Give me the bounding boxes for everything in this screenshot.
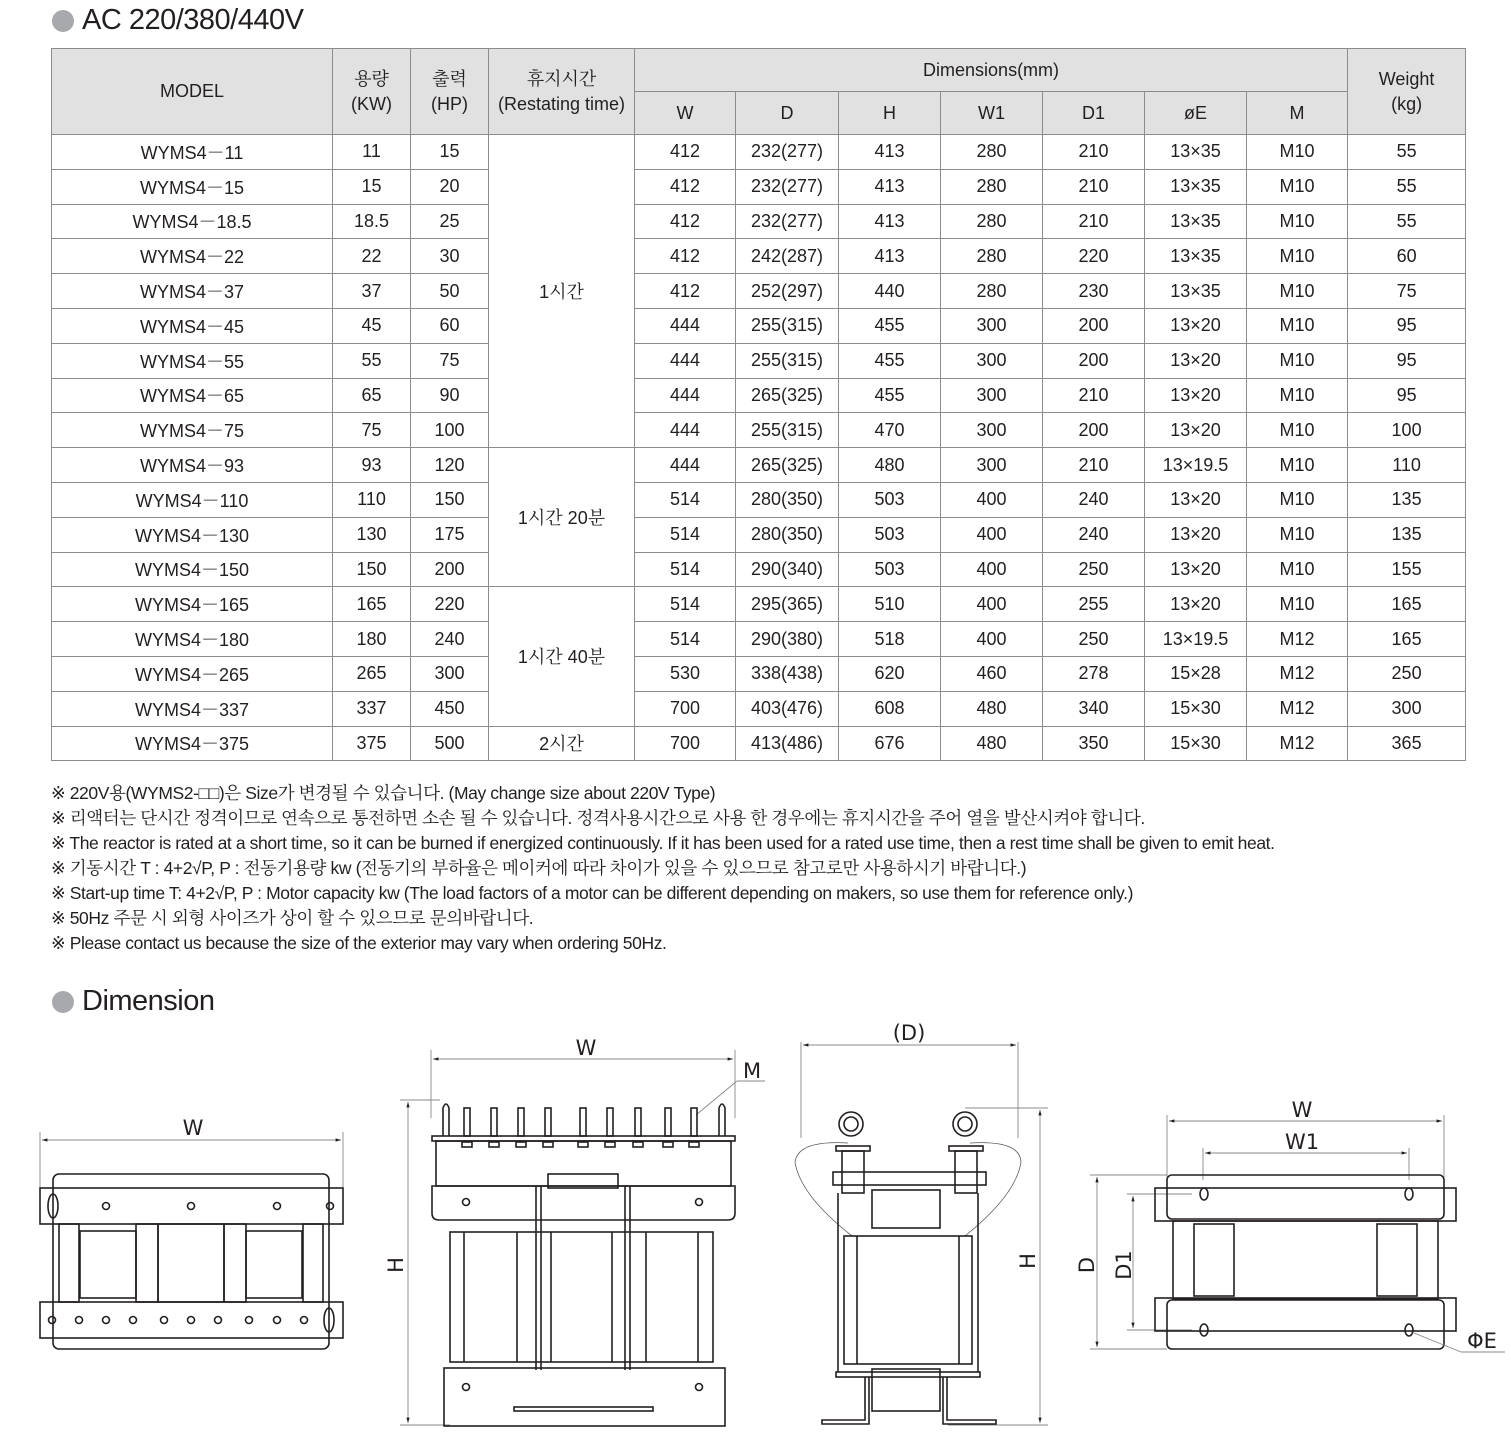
cell-d: 403(476) <box>736 691 839 726</box>
terminal-stud <box>691 1108 697 1136</box>
table-row <box>52 169 1466 204</box>
cell-weight: 135 <box>1348 482 1466 517</box>
cell-capacity-kw: 180 <box>333 622 411 657</box>
cell-model: WYMS4－180 <box>52 622 333 657</box>
terminal-stud <box>491 1108 497 1136</box>
cell-d1: 250 <box>1043 622 1145 657</box>
terminal-nut <box>462 1142 472 1147</box>
cell-weight: 55 <box>1348 169 1466 204</box>
cell-capacity-kw: 337 <box>333 691 411 726</box>
cell-output-hp: 300 <box>411 656 489 691</box>
cell-model: WYMS4－265 <box>52 656 333 691</box>
cell-e: 13×20 <box>1145 343 1247 378</box>
cell-w1: 400 <box>941 587 1043 622</box>
cell-weight: 95 <box>1348 378 1466 413</box>
header-e: øE <box>1145 92 1247 135</box>
cell-capacity-kw: 22 <box>333 239 411 274</box>
cell-e: 13×20 <box>1145 517 1247 552</box>
cell-output-hp: 175 <box>411 517 489 552</box>
cell-e: 13×19.5 <box>1145 622 1247 657</box>
cell-h: 470 <box>839 413 941 448</box>
cell-m: M10 <box>1247 204 1348 239</box>
table-row <box>52 482 1466 517</box>
dimension-drawings <box>0 1015 1511 1445</box>
side-view-drawing <box>795 1021 1048 1425</box>
cell-model: WYMS4－165 <box>52 587 333 622</box>
cell-d1: 250 <box>1043 552 1145 587</box>
cell-d: 413(486) <box>736 726 839 761</box>
cell-model: WYMS4－375 <box>52 726 333 761</box>
cell-weight: 60 <box>1348 239 1466 274</box>
cell-d1: 350 <box>1043 726 1145 761</box>
cell-d1: 220 <box>1043 239 1145 274</box>
cell-h: 413 <box>839 135 941 170</box>
cell-e: 13×35 <box>1145 274 1247 309</box>
cell-w: 412 <box>635 169 736 204</box>
cell-d: 295(365) <box>736 587 839 622</box>
header-weight: Weight (kg) <box>1348 49 1466 135</box>
cell-model: WYMS4－93 <box>52 448 333 483</box>
cell-d1: 255 <box>1043 587 1145 622</box>
table-row <box>52 204 1466 239</box>
cell-capacity-kw: 45 <box>333 308 411 343</box>
spec-table <box>51 48 1466 761</box>
cell-w1: 400 <box>941 482 1043 517</box>
header-h: H <box>839 92 941 135</box>
cell-m: M10 <box>1247 413 1348 448</box>
cell-h: 518 <box>839 622 941 657</box>
lifting-lug <box>443 1104 449 1136</box>
cell-weight: 75 <box>1348 274 1466 309</box>
note-item: ※ 50Hz 주문 시 외형 사이즈가 상이 할 수 있으므로 문의바랍니다. <box>51 908 534 928</box>
table-row <box>52 656 1466 691</box>
terminal-nut <box>543 1142 553 1147</box>
cell-d1: 210 <box>1043 135 1145 170</box>
cell-h: 510 <box>839 587 941 622</box>
cell-capacity-kw: 165 <box>333 587 411 622</box>
cell-w: 444 <box>635 378 736 413</box>
cell-w: 412 <box>635 274 736 309</box>
cell-w: 444 <box>635 343 736 378</box>
table-row <box>52 448 1466 483</box>
cell-w1: 400 <box>941 517 1043 552</box>
top-view-w-label: W <box>182 1116 204 1140</box>
cell-d1: 240 <box>1043 482 1145 517</box>
cell-output-hp: 25 <box>411 204 489 239</box>
cell-h: 413 <box>839 239 941 274</box>
cell-h: 503 <box>839 482 941 517</box>
note-item: ※ The reactor is rated at a short time, so it can be burned if energized continuously. If it has been used for a rated use time, then a rest time shall be given to emit heat. <box>51 833 1275 853</box>
cell-e: 13×35 <box>1145 135 1247 170</box>
cell-d1: 200 <box>1043 343 1145 378</box>
note-item: ※ Start-up time T: 4+2√P, P : Motor capacity kw (The load factors of a motor can be different depending on makers, so use them for reference only.) <box>51 883 1133 903</box>
spec-title-text: AC 220/380/440V <box>82 4 304 36</box>
cell-d: 232(277) <box>736 169 839 204</box>
cell-capacity-kw: 375 <box>333 726 411 761</box>
cell-w1: 460 <box>941 656 1043 691</box>
base-view-drawing <box>1075 1098 1505 1353</box>
note-item: ※ 리액터는 단시간 정격이므로 연속으로 통전하면 소손 될 수 있습니다. 정격사용시간으로 사용 한 경우에는 휴지시간을 주어 열을 발산시켜야 합니다. <box>51 808 1145 828</box>
cell-model: WYMS4－75 <box>52 413 333 448</box>
cell-h: 455 <box>839 378 941 413</box>
cell-model: WYMS4－110 <box>52 482 333 517</box>
cell-rest-time: 1시간 40분 <box>489 587 635 726</box>
cell-weight: 55 <box>1348 204 1466 239</box>
cell-capacity-kw: 265 <box>333 656 411 691</box>
cell-m: M10 <box>1247 135 1348 170</box>
cell-e: 13×35 <box>1145 239 1247 274</box>
cell-e: 13×20 <box>1145 413 1247 448</box>
terminal-nut <box>689 1142 699 1147</box>
cell-output-hp: 75 <box>411 343 489 378</box>
terminal-stud <box>464 1108 470 1136</box>
cell-m: M12 <box>1247 691 1348 726</box>
cell-e: 13×20 <box>1145 378 1247 413</box>
cell-h: 503 <box>839 517 941 552</box>
base-view-e-label: ΦE <box>1467 1329 1497 1353</box>
terminal-stud <box>518 1108 524 1136</box>
cell-output-hp: 15 <box>411 135 489 170</box>
cell-w: 514 <box>635 587 736 622</box>
cell-model: WYMS4－37 <box>52 274 333 309</box>
cell-m: M12 <box>1247 656 1348 691</box>
side-view-h-label: H <box>1016 1253 1040 1269</box>
cell-w1: 300 <box>941 343 1043 378</box>
cell-w: 444 <box>635 308 736 343</box>
terminal-stud <box>665 1108 671 1136</box>
header-capacity: 용량 (KW) <box>333 49 411 135</box>
base-view-w-label: W <box>1291 1098 1313 1122</box>
cell-weight: 250 <box>1348 656 1466 691</box>
cell-w1: 300 <box>941 378 1043 413</box>
cell-capacity-kw: 15 <box>333 169 411 204</box>
cell-w: 530 <box>635 656 736 691</box>
cell-rest-time: 2시간 <box>489 726 635 761</box>
cell-output-hp: 60 <box>411 308 489 343</box>
terminal-nut <box>516 1142 526 1147</box>
cell-d1: 210 <box>1043 169 1145 204</box>
cell-e: 15×30 <box>1145 726 1247 761</box>
cell-capacity-kw: 75 <box>333 413 411 448</box>
cell-weight: 95 <box>1348 308 1466 343</box>
cell-w1: 400 <box>941 552 1043 587</box>
cell-capacity-kw: 18.5 <box>333 204 411 239</box>
cell-model: WYMS4－18.5 <box>52 204 333 239</box>
cell-model: WYMS4－22 <box>52 239 333 274</box>
cell-w1: 480 <box>941 726 1043 761</box>
cell-capacity-kw: 93 <box>333 448 411 483</box>
cell-w: 412 <box>635 204 736 239</box>
cell-h: 676 <box>839 726 941 761</box>
front-view-m-label: M <box>742 1059 762 1083</box>
terminal-stud <box>580 1108 586 1136</box>
header-row-1 <box>52 49 1466 92</box>
cell-d1: 210 <box>1043 448 1145 483</box>
table-row <box>52 552 1466 587</box>
cell-model: WYMS4－45 <box>52 308 333 343</box>
cell-w1: 480 <box>941 691 1043 726</box>
header-output: 출력 (HP) <box>411 49 489 135</box>
cell-m: M10 <box>1247 169 1348 204</box>
cell-output-hp: 90 <box>411 378 489 413</box>
cell-d1: 240 <box>1043 517 1145 552</box>
cell-w: 444 <box>635 448 736 483</box>
cell-e: 15×28 <box>1145 656 1247 691</box>
cell-e: 13×20 <box>1145 482 1247 517</box>
cell-w1: 280 <box>941 169 1043 204</box>
header-dimensions: Dimensions(mm) <box>635 49 1348 92</box>
table-row <box>52 274 1466 309</box>
cell-e: 13×20 <box>1145 552 1247 587</box>
terminal-nut <box>605 1142 615 1147</box>
top-view-drawing <box>40 1116 343 1349</box>
table-row <box>52 726 1466 761</box>
table-row <box>52 413 1466 448</box>
table-row <box>52 239 1466 274</box>
front-view-h-label: H <box>384 1257 408 1273</box>
table-row <box>52 587 1466 622</box>
cell-d1: 340 <box>1043 691 1145 726</box>
cell-d: 232(277) <box>736 135 839 170</box>
cell-model: WYMS4－11 <box>52 135 333 170</box>
cell-d: 338(438) <box>736 656 839 691</box>
cell-d: 255(315) <box>736 413 839 448</box>
dimension-title-text: Dimension <box>82 985 215 1017</box>
header-w1: W1 <box>941 92 1043 135</box>
cell-h: 440 <box>839 274 941 309</box>
cell-m: M10 <box>1247 274 1348 309</box>
cell-w1: 400 <box>941 622 1043 657</box>
cell-model: WYMS4－130 <box>52 517 333 552</box>
cell-output-hp: 450 <box>411 691 489 726</box>
header-m: M <box>1247 92 1348 135</box>
cell-m: M10 <box>1247 482 1348 517</box>
cell-h: 413 <box>839 204 941 239</box>
lifting-lug <box>719 1104 725 1136</box>
note-item: ※ Please contact us because the size of the exterior may vary when ordering 50Hz. <box>51 933 667 953</box>
cell-m: M10 <box>1247 587 1348 622</box>
base-view-w1-label: W1 <box>1284 1130 1320 1154</box>
header-d1: D1 <box>1043 92 1145 135</box>
cell-d: 280(350) <box>736 517 839 552</box>
front-view-w-label: W <box>575 1036 597 1060</box>
cell-rest-time: 1시간 20분 <box>489 448 635 587</box>
bullet-dot-icon <box>52 991 74 1013</box>
table-row <box>52 135 1466 170</box>
table-row <box>52 343 1466 378</box>
cell-w1: 280 <box>941 204 1043 239</box>
cell-d: 280(350) <box>736 482 839 517</box>
header-w: W <box>635 92 736 135</box>
note-item: ※ 기동시간 T : 4+2√P, P : 전동기용량 kw (전동기의 부하율은 메이커에 따라 차이가 있을 수 있으므로 참고로만 사용하시기 바랍니다.) <box>51 858 1027 878</box>
cell-weight: 365 <box>1348 726 1466 761</box>
header-model: MODEL <box>52 49 333 135</box>
cell-output-hp: 20 <box>411 169 489 204</box>
cell-capacity-kw: 150 <box>333 552 411 587</box>
notes-list <box>51 781 1275 956</box>
cell-d1: 210 <box>1043 378 1145 413</box>
cell-weight: 165 <box>1348 587 1466 622</box>
cell-w1: 280 <box>941 274 1043 309</box>
table-row <box>52 517 1466 552</box>
cell-w1: 280 <box>941 135 1043 170</box>
cell-h: 620 <box>839 656 941 691</box>
terminal-nut <box>663 1142 673 1147</box>
cell-model: WYMS4－55 <box>52 343 333 378</box>
bullet-dot-icon <box>52 10 74 32</box>
dimension-section-title <box>52 985 215 1018</box>
cell-w: 700 <box>635 691 736 726</box>
cell-d: 255(315) <box>736 308 839 343</box>
cell-w: 514 <box>635 482 736 517</box>
cell-weight: 110 <box>1348 448 1466 483</box>
cell-h: 608 <box>839 691 941 726</box>
cell-h: 503 <box>839 552 941 587</box>
cell-d: 232(277) <box>736 204 839 239</box>
cell-capacity-kw: 11 <box>333 135 411 170</box>
cell-e: 15×30 <box>1145 691 1247 726</box>
cell-d1: 210 <box>1043 204 1145 239</box>
cell-m: M10 <box>1247 517 1348 552</box>
cell-weight: 135 <box>1348 517 1466 552</box>
cell-m: M12 <box>1247 622 1348 657</box>
cell-d: 242(287) <box>736 239 839 274</box>
spec-section-title <box>52 4 303 37</box>
cell-model: WYMS4－15 <box>52 169 333 204</box>
cell-w1: 300 <box>941 308 1043 343</box>
cell-model: WYMS4－65 <box>52 378 333 413</box>
cell-weight: 95 <box>1348 343 1466 378</box>
cell-e: 13×20 <box>1145 308 1247 343</box>
cell-capacity-kw: 130 <box>333 517 411 552</box>
base-view-d-label: D <box>1075 1256 1099 1274</box>
table-row <box>52 378 1466 413</box>
terminal-nut <box>489 1142 499 1147</box>
cell-w1: 280 <box>941 239 1043 274</box>
cell-capacity-kw: 110 <box>333 482 411 517</box>
cell-m: M10 <box>1247 343 1348 378</box>
cell-weight: 155 <box>1348 552 1466 587</box>
cell-weight: 165 <box>1348 622 1466 657</box>
table-row <box>52 308 1466 343</box>
cell-h: 413 <box>839 169 941 204</box>
cell-model: WYMS4－150 <box>52 552 333 587</box>
note-item: ※ 220V용(WYMS2-□□)은 Size가 변경될 수 있습니다. (May change size about 220V Type) <box>51 783 716 803</box>
header-d: D <box>736 92 839 135</box>
table-row <box>52 622 1466 657</box>
cell-w1: 300 <box>941 413 1043 448</box>
cell-w1: 300 <box>941 448 1043 483</box>
cell-d: 252(297) <box>736 274 839 309</box>
terminal-stud <box>607 1108 613 1136</box>
cell-h: 480 <box>839 448 941 483</box>
cell-e: 13×35 <box>1145 169 1247 204</box>
cell-capacity-kw: 37 <box>333 274 411 309</box>
cell-d1: 230 <box>1043 274 1145 309</box>
cell-model: WYMS4－337 <box>52 691 333 726</box>
cell-e: 13×20 <box>1145 587 1247 622</box>
cell-h: 455 <box>839 308 941 343</box>
cell-d1: 200 <box>1043 413 1145 448</box>
cell-w: 514 <box>635 552 736 587</box>
cell-output-hp: 30 <box>411 239 489 274</box>
front-view-drawing <box>384 1036 765 1426</box>
terminal-stud <box>545 1108 551 1136</box>
cell-d: 265(325) <box>736 378 839 413</box>
cell-w: 514 <box>635 517 736 552</box>
cell-m: M10 <box>1247 552 1348 587</box>
cell-d1: 200 <box>1043 308 1145 343</box>
cell-e: 13×19.5 <box>1145 448 1247 483</box>
terminal-stud <box>635 1108 641 1136</box>
terminal-nut <box>578 1142 588 1147</box>
cell-m: M10 <box>1247 239 1348 274</box>
cell-m: M10 <box>1247 308 1348 343</box>
cell-w: 412 <box>635 239 736 274</box>
cell-d: 290(340) <box>736 552 839 587</box>
cell-capacity-kw: 65 <box>333 378 411 413</box>
cell-capacity-kw: 55 <box>333 343 411 378</box>
cell-d: 255(315) <box>736 343 839 378</box>
header-rest-time: 휴지시간 (Restating time) <box>489 49 635 135</box>
cell-weight: 300 <box>1348 691 1466 726</box>
cell-h: 455 <box>839 343 941 378</box>
cell-w: 444 <box>635 413 736 448</box>
cell-d1: 278 <box>1043 656 1145 691</box>
side-view-d-label: (D) <box>892 1021 926 1045</box>
cell-m: M12 <box>1247 726 1348 761</box>
cell-weight: 100 <box>1348 413 1466 448</box>
cell-rest-time: 1시간 <box>489 135 635 448</box>
base-view-d1-label: D1 <box>1112 1250 1136 1280</box>
cell-m: M10 <box>1247 378 1348 413</box>
cell-d: 290(380) <box>736 622 839 657</box>
terminal-nut <box>633 1142 643 1147</box>
cell-output-hp: 100 <box>411 413 489 448</box>
cell-w: 514 <box>635 622 736 657</box>
cell-output-hp: 50 <box>411 274 489 309</box>
cell-w: 412 <box>635 135 736 170</box>
cell-output-hp: 150 <box>411 482 489 517</box>
cell-weight: 55 <box>1348 135 1466 170</box>
cell-output-hp: 240 <box>411 622 489 657</box>
cell-output-hp: 200 <box>411 552 489 587</box>
cell-output-hp: 500 <box>411 726 489 761</box>
cell-output-hp: 120 <box>411 448 489 483</box>
cell-e: 13×35 <box>1145 204 1247 239</box>
spec-table-body <box>52 135 1466 761</box>
cell-output-hp: 220 <box>411 587 489 622</box>
table-row <box>52 691 1466 726</box>
cell-w: 700 <box>635 726 736 761</box>
cell-d: 265(325) <box>736 448 839 483</box>
cell-m: M10 <box>1247 448 1348 483</box>
